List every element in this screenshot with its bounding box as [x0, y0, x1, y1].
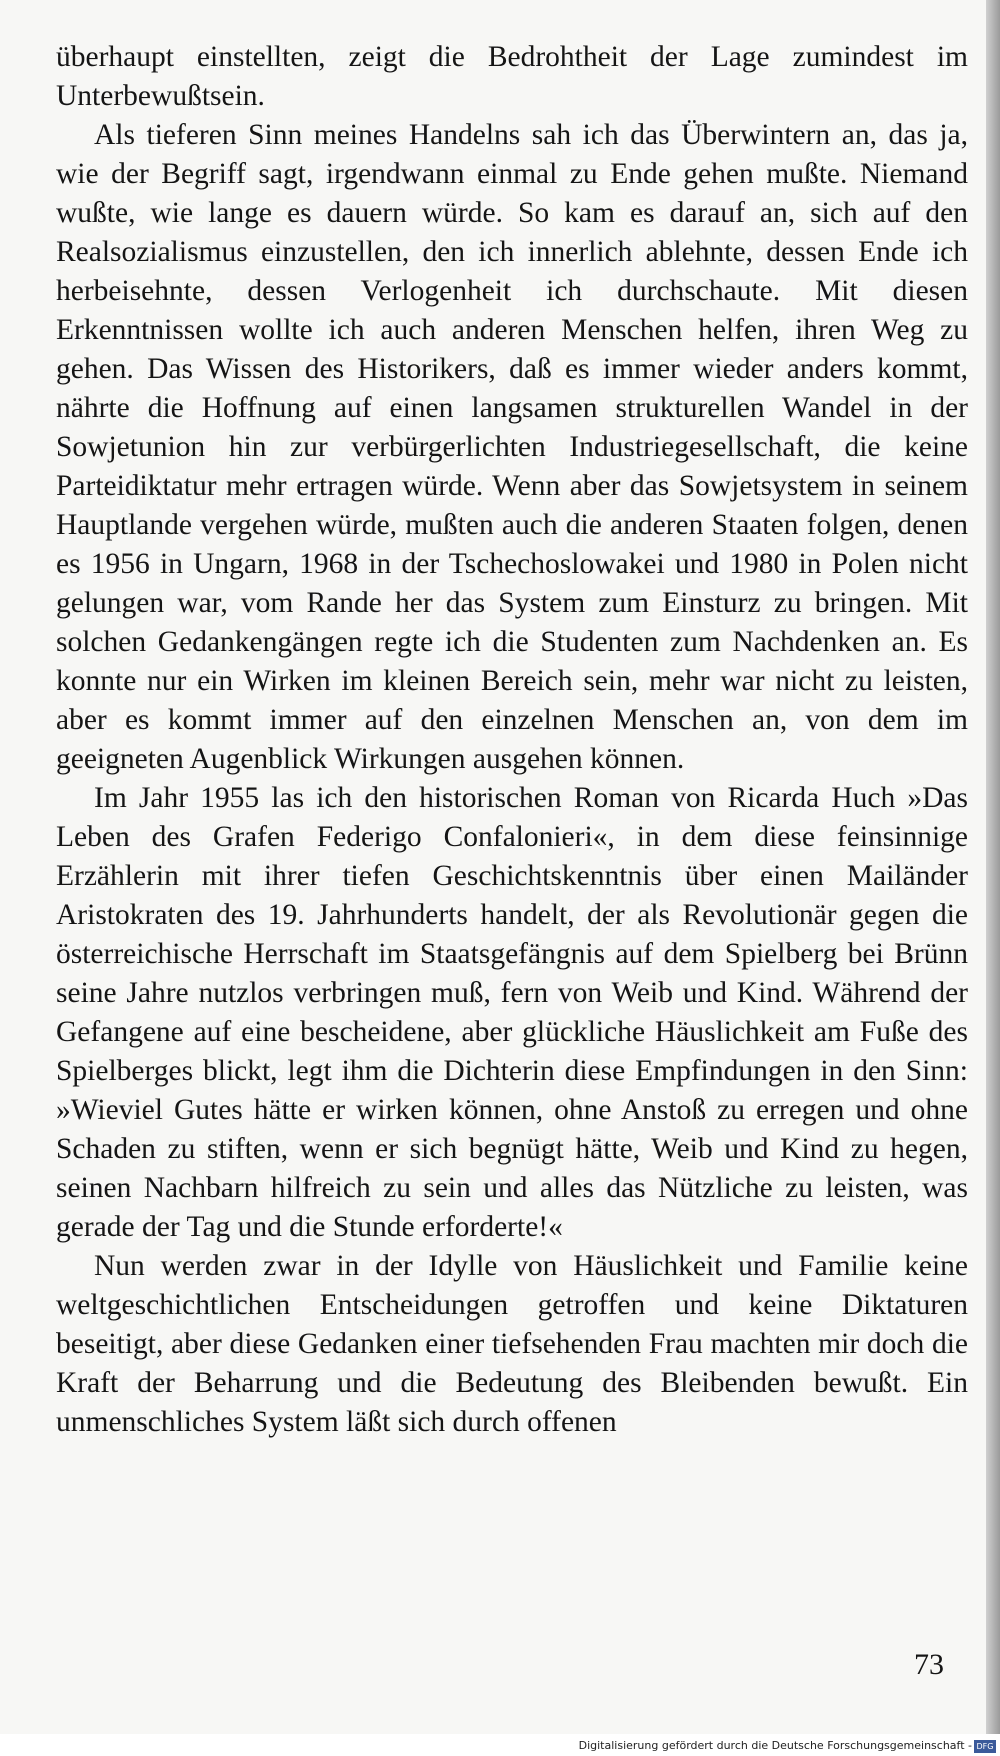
body-text	[56, 38, 968, 1442]
page-number: 73	[914, 1648, 944, 1681]
footer-credit: Digitalisierung gefördert durch die Deutsche Forschungsgemeinschaft -	[578, 1739, 972, 1752]
footer-bar	[0, 1734, 1000, 1756]
dfg-logo: DFG	[974, 1740, 996, 1753]
scan-edge-shadow	[986, 0, 1000, 1756]
paragraph-1: überhaupt einstellten, zeigt die Bedrohtheit der Lage zumindest im Unterbewußtsein.	[56, 41, 968, 112]
paragraph-4: Nun werden zwar in der Idylle von Häuslichkeit und Familie keine weltgeschichtlichen Entscheidungen getroffen und keine Diktaturen beseitigt, aber diese Gedanken einer tiefsehenden Frau machten mir doch die Kraft der Beharrung und die Bedeutung des Bleibenden bewußt. Ein unmenschliches System läßt sich durch offenen	[56, 1250, 968, 1438]
paragraph-2: Als tieferen Sinn meines Handelns sah ich das Überwintern an, das ja, wie der Begriff sagt, irgendwann einmal zu Ende gehen mußte. Niemand wußte, wie lange es dauern würde. So kam es darauf an, sich auf den Realsozialismus einzustellen, den ich innerlich ablehnte, dessen Ende ich herbeisehnte, dessen Verlogenheit ich durchschaute. Mit diesen Erkenntnissen wollte ich auch anderen Menschen helfen, ihren Weg zu gehen. Das Wissen des Historikers, daß es immer wieder anders kommt, nährte die Hoffnung auf einen langsamen strukturellen Wandel in der Sowjetunion hin zur verbürgerlichten Industriegesellschaft, die keine Parteidiktatur mehr ertragen würde. Wenn aber das Sowjetsystem in seinem Hauptlande vergehen würde, mußten auch die anderen Staaten folgen, denen es 1956 in Ungarn, 1968 in der Tschechoslowakei und 1980 in Polen nicht gelungen war, vom Rande her das System zum Einsturz zu bringen. Mit solchen Gedankengängen regte ich die Studenten zum Nachdenken an. Es konnte nur ein Wirken im kleinen Bereich sein, mehr war nicht zu leisten, aber es kommt immer auf den einzelnen Menschen an, von dem im geeigneten Augenblick Wirkungen ausgehen können.	[56, 119, 968, 775]
paragraph-3: Im Jahr 1955 las ich den historischen Roman von Ricarda Huch »Das Leben des Grafen Federigo Confalonieri«, in dem diese feinsinnige Erzählerin mit ihrer tiefen Geschichtskenntnis über einen Mailänder Aristokraten des 19. Jahrhunderts handelt, der als Revolutionär gegen die österreichische Herrschaft im Staatsgefängnis auf dem Spielberg bei Brünn seine Jahre nutzlos verbringen muß, fern von Weib und Kind. Während der Gefangene auf eine bescheidene, aber glückliche Häuslichkeit am Fuße des Spielberges blickt, legt ihm die Dichterin diese Empfindungen in den Sinn: »Wieviel Gutes hätte er wirken können, ohne Anstoß zu erregen und ohne Schaden zu stiften, wenn er sich begnügt hätte, Weib und Kind zu hegen, seinen Nachbarn hilfreich zu sein und alles das Nützliche zu leisten, was gerade der Tag und die Stunde erforderte!«	[56, 782, 968, 1243]
